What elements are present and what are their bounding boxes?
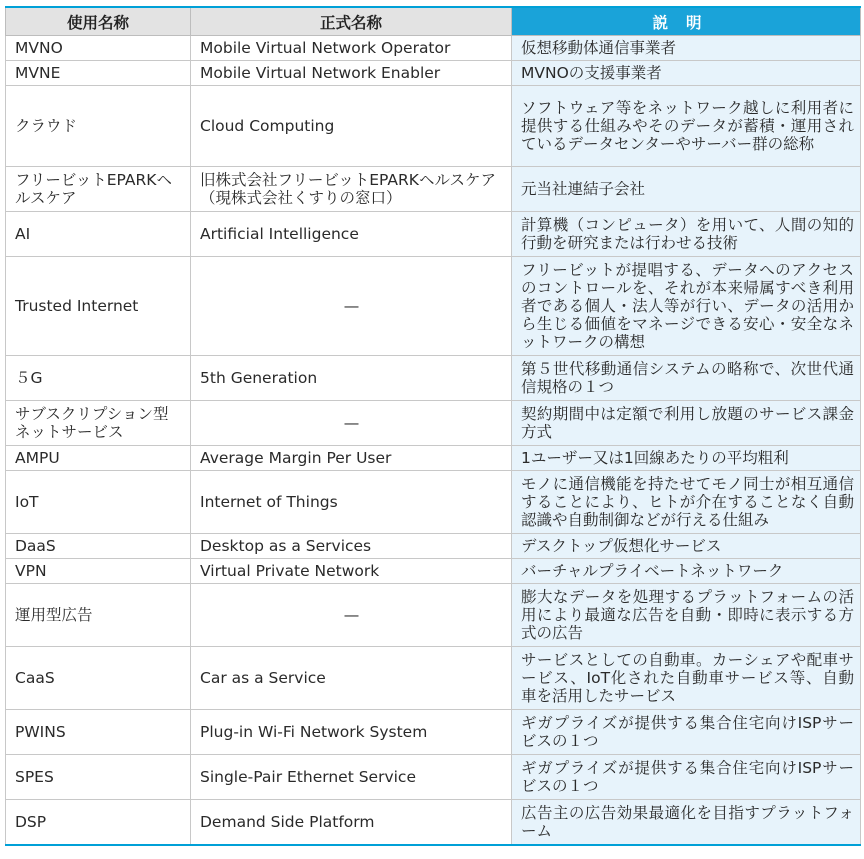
formal-name-cell: 5th Generation (191, 356, 512, 401)
term-cell: ５G (6, 356, 191, 401)
formal-name-cell: Virtual Private Network (191, 559, 512, 584)
table-row (6, 36, 861, 61)
glossary-table (5, 6, 861, 846)
term-cell: SPES (6, 755, 191, 800)
table-row (6, 257, 861, 356)
description-cell: ギガプライズが提供する集合住宅向けISPサービスの１つ (512, 710, 861, 755)
table-row (6, 710, 861, 755)
formal-name-cell: Artificial Intelligence (191, 212, 512, 257)
term-cell: MVNO (6, 36, 191, 61)
description-cell: フリービットが提唱する、データへのアクセスのコントロールを、それが本来帰属すべき利用者である個人・法人等が行い、データの活用から生じる価値をマネージできる安心・安全なネットワークの構想 (512, 257, 861, 356)
description-cell: 膨大なデータを処理するプラットフォームの活用により最適な広告を自動・即時に表示する方式の広告 (512, 584, 861, 647)
term-cell: DaaS (6, 534, 191, 559)
description-cell: MVNOの支援事業者 (512, 61, 861, 86)
description-cell: モノに通信機能を持たせてモノ同士が相互通信することにより、ヒトが介在することなく自動認識や自動制御などが行える仕組み (512, 471, 861, 534)
table-row (6, 86, 861, 167)
formal-name-cell: Desktop as a Services (191, 534, 512, 559)
term-cell: クラウド (6, 86, 191, 167)
formal-name-cell: Mobile Virtual Network Operator (191, 36, 512, 61)
table-row (6, 534, 861, 559)
term-cell: VPN (6, 559, 191, 584)
table-row (6, 471, 861, 534)
term-cell: AMPU (6, 446, 191, 471)
formal-name-cell: Mobile Virtual Network Enabler (191, 61, 512, 86)
table-row (6, 559, 861, 584)
table-row (6, 647, 861, 710)
term-cell: フリービットEPARKヘルスケア (6, 167, 191, 212)
table-row (6, 212, 861, 257)
description-cell: 仮想移動体通信事業者 (512, 36, 861, 61)
table-row (6, 584, 861, 647)
table-row (6, 446, 861, 471)
formal-name-cell: Car as a Service (191, 647, 512, 710)
formal-name-cell: Demand Side Platform (191, 800, 512, 845)
term-cell: サブスクリプション型ネットサービス (6, 401, 191, 446)
table-row (6, 755, 861, 800)
description-cell: 第５世代移動通信システムの略称で、次世代通信規格の１つ (512, 356, 861, 401)
formal-name-cell: Plug-in Wi-Fi Network System (191, 710, 512, 755)
description-cell: 広告主の広告効果最適化を目指すプラットフォーム (512, 800, 861, 845)
header-row (6, 7, 861, 36)
header-formal-name: 正式名称 (191, 7, 512, 36)
formal-name-cell: Internet of Things (191, 471, 512, 534)
description-cell: 1ユーザー又は1回線あたりの平均粗利 (512, 446, 861, 471)
description-cell: 契約期間中は定額で利用し放題のサービス課金方式 (512, 401, 861, 446)
term-cell: CaaS (6, 647, 191, 710)
formal-name-cell: — (191, 257, 512, 356)
term-cell: MVNE (6, 61, 191, 86)
description-cell: デスクトップ仮想化サービス (512, 534, 861, 559)
description-cell: 計算機（コンピュータ）を用いて、人間の知的行動を研究または行わせる技術 (512, 212, 861, 257)
formal-name-cell: Cloud Computing (191, 86, 512, 167)
term-cell: DSP (6, 800, 191, 845)
description-cell: サービスとしての自動車。カーシェアや配車サービス、IoT化された自動車サービス等、自動車を活用したサービス (512, 647, 861, 710)
table-row (6, 167, 861, 212)
term-cell: AI (6, 212, 191, 257)
table-row (6, 356, 861, 401)
description-cell: 元当社連結子会社 (512, 167, 861, 212)
formal-name-cell: Single-Pair Ethernet Service (191, 755, 512, 800)
term-cell: PWINS (6, 710, 191, 755)
formal-name-cell: — (191, 584, 512, 647)
table-row (6, 800, 861, 845)
formal-name-cell: 旧株式会社フリービットEPARKヘルスケア（現株式会社くすりの窓口） (191, 167, 512, 212)
header-term: 使用名称 (6, 7, 191, 36)
description-cell: バーチャルプライベートネットワーク (512, 559, 861, 584)
description-cell: ギガプライズが提供する集合住宅向けISPサービスの１つ (512, 755, 861, 800)
formal-name-cell: — (191, 401, 512, 446)
term-cell: Trusted Internet (6, 257, 191, 356)
table-row (6, 61, 861, 86)
header-description: 説明 (512, 7, 861, 36)
table-row (6, 401, 861, 446)
description-cell: ソフトウェア等をネットワーク越しに利用者に提供する仕組みやそのデータが蓄積・運用されているデータセンターやサーバー群の総称 (512, 86, 861, 167)
formal-name-cell: Average Margin Per User (191, 446, 512, 471)
term-cell: IoT (6, 471, 191, 534)
term-cell: 運用型広告 (6, 584, 191, 647)
